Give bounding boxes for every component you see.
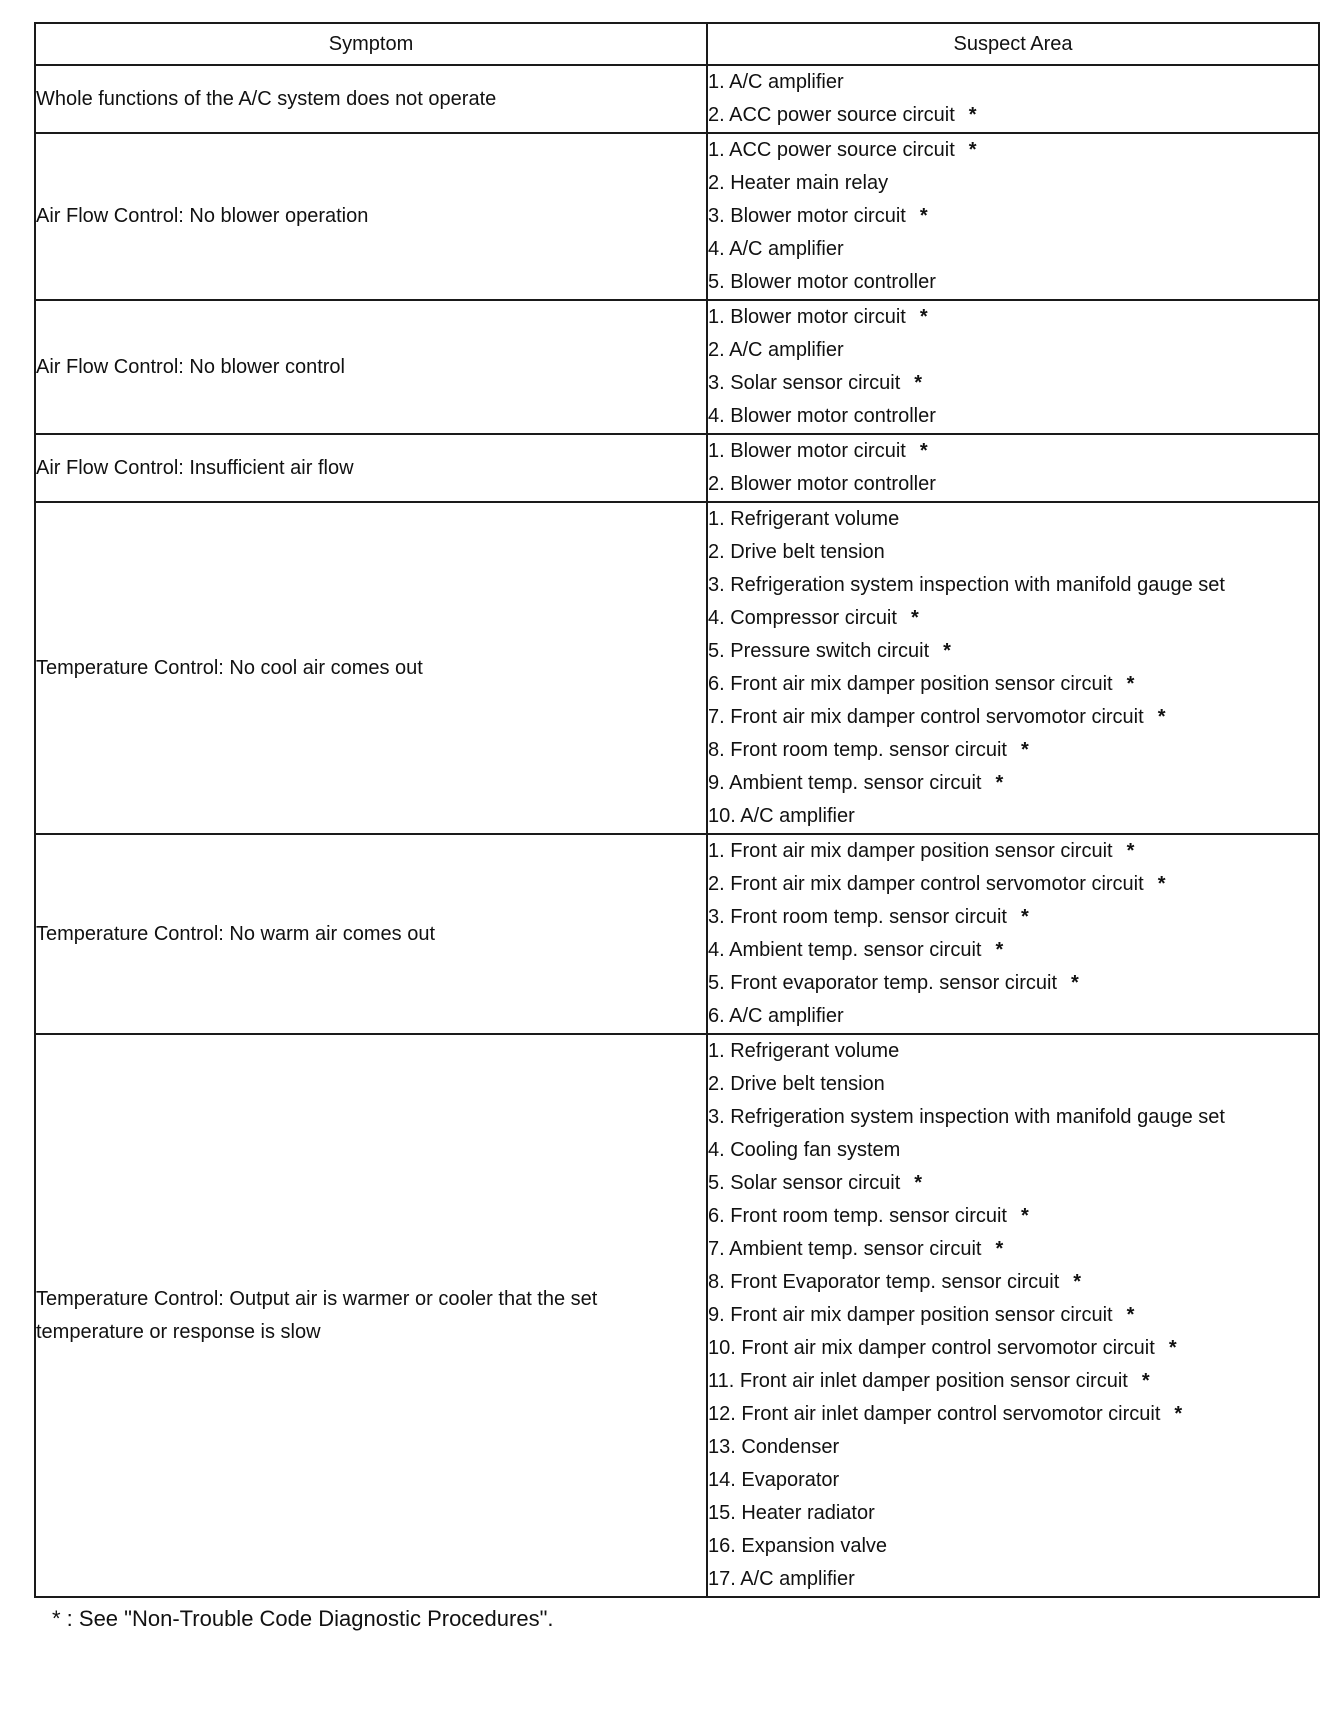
suspect-area-text: 10. Front air mix damper control servomotor circuit [708, 1337, 1155, 1359]
suspect-area-cell [707, 65, 1319, 133]
suspect-area-text: 3. Refrigeration system inspection with manifold gauge set [708, 574, 1225, 596]
asterisk-mark: * [1141, 1370, 1150, 1392]
table-row [35, 133, 1319, 300]
suspect-area-text: 8. Front Evaporator temp. sensor circuit [708, 1271, 1060, 1293]
suspect-area-list [708, 134, 1318, 299]
suspect-area-item [708, 400, 1318, 433]
suspect-area-cell [707, 300, 1319, 434]
asterisk-mark: * [995, 1238, 1004, 1260]
suspect-area-item [708, 1266, 1318, 1299]
asterisk-mark: * [943, 640, 951, 662]
document-page [34, 22, 1318, 1632]
suspect-area-text: 4. A/C amplifier [708, 238, 844, 260]
asterisk-mark: * [1126, 673, 1135, 695]
asterisk-mark: * [919, 306, 928, 328]
asterisk-mark: * [1174, 1403, 1183, 1425]
suspect-area-item [708, 668, 1318, 701]
suspect-area-text: 4. Blower motor controller [708, 405, 936, 427]
asterisk-mark: * [968, 104, 977, 126]
asterisk-mark: * [1020, 739, 1029, 761]
table-body [35, 65, 1319, 1597]
symptom-cell: Whole functions of the A/C system does not operate [35, 65, 707, 133]
suspect-area-item [708, 334, 1318, 367]
suspect-area-text: 3. Front room temp. sensor circuit [708, 906, 1007, 928]
asterisk-mark: * [914, 372, 923, 394]
symptom-cell: Temperature Control: No warm air comes out [35, 834, 707, 1034]
table-row [35, 1034, 1319, 1597]
suspect-area-item [708, 1530, 1318, 1563]
asterisk-mark: * [1126, 840, 1135, 862]
suspect-area-text: 2. Drive belt tension [708, 1073, 885, 1095]
suspect-area-item [708, 468, 1318, 501]
suspect-area-text: 17. A/C amplifier [708, 1568, 855, 1590]
suspect-area-text: 5. Front evaporator temp. sensor circuit [708, 972, 1058, 994]
table-row [35, 502, 1319, 834]
asterisk-mark: * [1126, 1304, 1135, 1326]
asterisk-mark: * [1073, 1271, 1082, 1293]
suspect-area-item [708, 99, 1318, 132]
suspect-area-text: 3. Solar sensor circuit [708, 372, 901, 394]
asterisk-mark: * [914, 1172, 923, 1194]
symptom-table [34, 22, 1320, 1598]
suspect-area-text: 5. Solar sensor circuit [708, 1172, 901, 1194]
table-header-row [35, 23, 1319, 65]
suspect-area-text: 2. A/C amplifier [708, 339, 844, 361]
suspect-area-item [708, 1431, 1318, 1464]
suspect-area-text: 2. Heater main relay [708, 172, 889, 194]
suspect-area-item [708, 1398, 1318, 1431]
suspect-area-text: 1. Refrigerant volume [708, 1040, 900, 1062]
suspect-area-text: 16. Expansion valve [708, 1535, 888, 1557]
symptom-cell: Temperature Control: No cool air comes out [35, 502, 707, 834]
suspect-area-text: 13. Condenser [708, 1436, 840, 1458]
suspect-area-item [708, 1563, 1318, 1596]
suspect-area-text: 1. Blower motor circuit [708, 306, 906, 328]
suspect-area-text: 8. Front room temp. sensor circuit [708, 739, 1007, 761]
suspect-area-item [708, 635, 1318, 668]
asterisk-mark: * [910, 607, 919, 629]
asterisk-mark: * [919, 205, 928, 227]
asterisk-mark: * [919, 440, 928, 462]
suspect-area-text: 4. Ambient temp. sensor circuit [708, 939, 982, 961]
suspect-area-text: 1. Blower motor circuit [708, 440, 906, 462]
asterisk-mark: * [1157, 706, 1166, 728]
suspect-area-list [708, 435, 1318, 501]
suspect-area-item [708, 1200, 1318, 1233]
suspect-area-item [708, 767, 1318, 800]
suspect-area-text: 5. Blower motor controller [708, 271, 936, 293]
suspect-area-item [708, 1068, 1318, 1101]
suspect-area-text: 9. Front air mix damper position sensor circuit [708, 1304, 1113, 1326]
suspect-area-text: 10. A/C amplifier [708, 805, 855, 827]
suspect-area-list [708, 835, 1318, 1033]
suspect-area-item [708, 1299, 1318, 1332]
suspect-area-cell [707, 434, 1319, 502]
asterisk-mark: * [995, 939, 1004, 961]
suspect-area-item [708, 134, 1318, 167]
asterisk-mark: * [1071, 972, 1079, 994]
suspect-area-item [708, 1497, 1318, 1530]
symptom-cell: Air Flow Control: Insufficient air flow [35, 434, 707, 502]
footnote: * : See "Non-Trouble Code Diagnostic Procedures". [52, 1606, 554, 1631]
suspect-area-cell [707, 133, 1319, 300]
suspect-area-cell [707, 1034, 1319, 1597]
suspect-area-item [708, 602, 1318, 635]
asterisk-mark: * [968, 139, 977, 161]
suspect-area-item [708, 301, 1318, 334]
suspect-area-item [708, 967, 1318, 1000]
suspect-area-item [708, 1365, 1318, 1398]
suspect-area-item [708, 835, 1318, 868]
asterisk-mark: * [1020, 906, 1029, 928]
symptom-cell: Air Flow Control: No blower control [35, 300, 707, 434]
suspect-area-item [708, 1233, 1318, 1266]
asterisk-mark: * [1157, 873, 1166, 895]
suspect-area-item [708, 701, 1318, 734]
table-row [35, 434, 1319, 502]
suspect-area-list [708, 301, 1318, 433]
suspect-area-text: 1. A/C amplifier [708, 71, 844, 93]
suspect-area-item [708, 435, 1318, 468]
suspect-area-item [708, 734, 1318, 767]
suspect-area-item [708, 200, 1318, 233]
suspect-area-text: 1. Refrigerant volume [708, 508, 900, 530]
suspect-area-item [708, 266, 1318, 299]
suspect-area-text: 3. Refrigeration system inspection with manifold gauge set [708, 1106, 1225, 1128]
suspect-area-item [708, 800, 1318, 833]
suspect-area-text: 4. Compressor circuit [708, 607, 897, 629]
suspect-area-text: 1. ACC power source circuit [708, 139, 955, 161]
column-header-symptom: Symptom [35, 23, 707, 65]
symptom-cell: Temperature Control: Output air is warmer or cooler that the set temperature or response is slow [35, 1034, 707, 1597]
suspect-area-item [708, 66, 1318, 99]
suspect-area-item [708, 569, 1318, 602]
asterisk-mark: * [1020, 1205, 1029, 1227]
suspect-area-text: 3. Blower motor circuit [708, 205, 906, 227]
suspect-area-text: 14. Evaporator [708, 1469, 840, 1491]
suspect-area-item [708, 901, 1318, 934]
asterisk-mark: * [995, 772, 1004, 794]
suspect-area-item [708, 1464, 1318, 1497]
suspect-area-text: 6. A/C amplifier [708, 1005, 844, 1027]
suspect-area-text: 2. Front air mix damper control servomotor circuit [708, 873, 1144, 895]
suspect-area-text: 5. Pressure switch circuit [708, 640, 930, 662]
suspect-area-item [708, 1134, 1318, 1167]
suspect-area-item [708, 868, 1318, 901]
suspect-area-item [708, 367, 1318, 400]
suspect-area-list [708, 503, 1318, 833]
symptom-cell: Air Flow Control: No blower operation [35, 133, 707, 300]
suspect-area-cell [707, 834, 1319, 1034]
column-header-suspect-area: Suspect Area [707, 23, 1319, 65]
suspect-area-text: 2. Drive belt tension [708, 541, 885, 563]
suspect-area-item [708, 503, 1318, 536]
suspect-area-item [708, 1167, 1318, 1200]
suspect-area-item [708, 233, 1318, 266]
suspect-area-item [708, 934, 1318, 967]
suspect-area-item [708, 536, 1318, 569]
asterisk-mark: * [1168, 1337, 1177, 1359]
suspect-area-item [708, 1332, 1318, 1365]
suspect-area-text: 6. Front room temp. sensor circuit [708, 1205, 1007, 1227]
table-row [35, 65, 1319, 133]
suspect-area-text: 12. Front air inlet damper control servomotor circuit [708, 1403, 1161, 1425]
suspect-area-cell [707, 502, 1319, 834]
suspect-area-item [708, 1000, 1318, 1033]
suspect-area-item [708, 1101, 1318, 1134]
suspect-area-list [708, 66, 1318, 132]
table-row [35, 834, 1319, 1034]
suspect-area-text: 2. ACC power source circuit [708, 104, 955, 126]
suspect-area-text: 11. Front air inlet damper position sensor circuit [708, 1370, 1128, 1392]
suspect-area-item [708, 167, 1318, 200]
suspect-area-list [708, 1035, 1318, 1596]
suspect-area-text: 4. Cooling fan system [708, 1139, 901, 1161]
suspect-area-item [708, 1035, 1318, 1068]
suspect-area-text: 9. Ambient temp. sensor circuit [708, 772, 982, 794]
suspect-area-text: 15. Heater radiator [708, 1502, 875, 1524]
suspect-area-text: 7. Front air mix damper control servomotor circuit [708, 706, 1144, 728]
suspect-area-text: 2. Blower motor controller [708, 473, 936, 495]
suspect-area-text: 7. Ambient temp. sensor circuit [708, 1238, 982, 1260]
suspect-area-text: 1. Front air mix damper position sensor circuit [708, 840, 1113, 862]
suspect-area-text: 6. Front air mix damper position sensor circuit [708, 673, 1113, 695]
table-row [35, 300, 1319, 434]
